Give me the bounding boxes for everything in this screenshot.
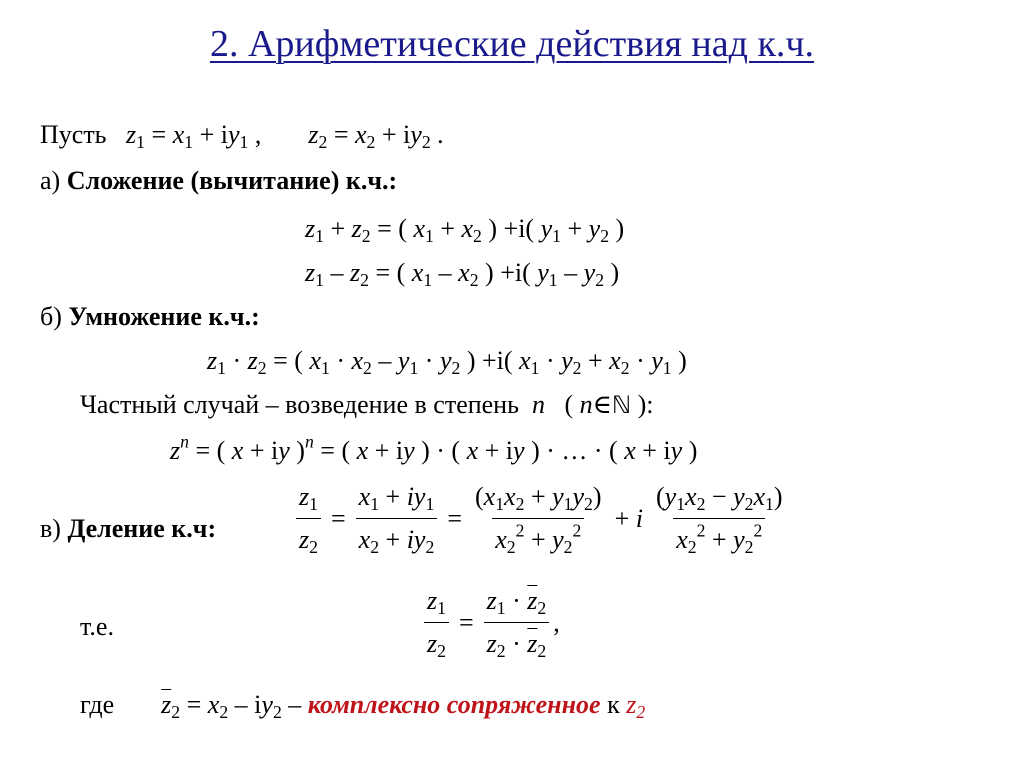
section-addition-heading [40, 164, 397, 198]
naturals-symbol: ℕ [611, 391, 632, 419]
division-formula: $\frac{z_1}{z_2}$ = $\frac{x_1 + iy_1}{x_2 + iy_2}$ = $\frac{(x_1x_2 + y_1y_2)}{x_2^2 + y_2^2}$ + i $\frac{(y_1x_2 - y_2x_1)}{x_2^2 + y_2^2}$ [292, 480, 790, 557]
conjugate-definition: где $\overline{z}_2 = x_2 - iy_2$ – комплексно сопряженное к $z_2$ [80, 690, 646, 722]
fraction-z1-over-z2: $\frac{z_1}{z_2}$ [296, 480, 321, 557]
fraction-imaginary-part: $\frac{(y_1x_2 - y_2x_1)}{x_2^2 + y_2^2}$ [655, 482, 783, 557]
fraction-z1-over-z2: $\frac{z_1}{z_2}$ [424, 584, 449, 661]
multiplication-formula: $z_1 \cdot z_2$ = ( $x_1 \cdot x_2 - y_1 \cdot y_2$ ) +i( $x_1 \cdot y_2 + x_2 \cdot y_1$ ) [207, 346, 687, 378]
section-heading: Сложение (вычитание) к.ч.: [66, 166, 398, 195]
fraction-algebraic: $\frac{x_1 + iy_1}{x_2 + iy_2}$ [356, 480, 438, 557]
addition-formula: $z_1 + z_2$ = ( $x_1 + x_2$ ) +i( $y_1 + y_2$ ) [305, 214, 625, 246]
fraction-conjugate: $\frac{z_1 \cdot \overline{z}_2}{z_2 \cdot \overline{z}_2}$ [484, 584, 550, 661]
intro-label: Пусть [40, 120, 107, 149]
section-prefix: в) [40, 514, 61, 543]
power-special-case: Частный случай – возведение в степень n ( n∈ℕ ): [80, 390, 654, 419]
z2-definition: $z_2 = x_2 + iy_2$ . [308, 120, 444, 152]
conjugate-division-formula: $\frac{z_1}{z_2}$ = $\frac{z_1 \cdot \overline{z}_2}{z_2 \cdot \overline{z}_2}$ , [420, 584, 560, 661]
section-heading: Умножение к.ч.: [68, 302, 260, 331]
fraction-real-part: $\frac{(x_1x_2 + y_1y_2)}{x_2^2 + y_2^2}$ [474, 482, 602, 557]
te-label: т.е. [80, 612, 114, 641]
conjugate-term: комплексно сопряженное [307, 690, 601, 719]
subtraction-formula: $z_1 - z_2$ = ( $x_1 - x_2$ ) +i( $y_1 - y_2$ ) [305, 258, 620, 290]
where-label: где [80, 690, 115, 719]
section-multiplication-heading [40, 300, 260, 334]
intro-line [40, 118, 444, 152]
section-prefix: б) [40, 302, 62, 331]
section-division-heading [40, 512, 216, 546]
special-case-text: Частный случай – возведение в степень [80, 390, 519, 419]
power-formula: $z^n$ = ( x + iy )$^n$ = ( x + iy ) · ( x + iy ) · … · ( x + iy ) [170, 431, 698, 465]
z1-definition: $z_1 = x_1 + iy_1$ , [126, 120, 262, 152]
section-prefix: а) [40, 166, 61, 195]
page-title: 2. Арифметические действия над к.ч. [209, 23, 815, 65]
section-heading: Деление к.ч: [67, 514, 217, 543]
